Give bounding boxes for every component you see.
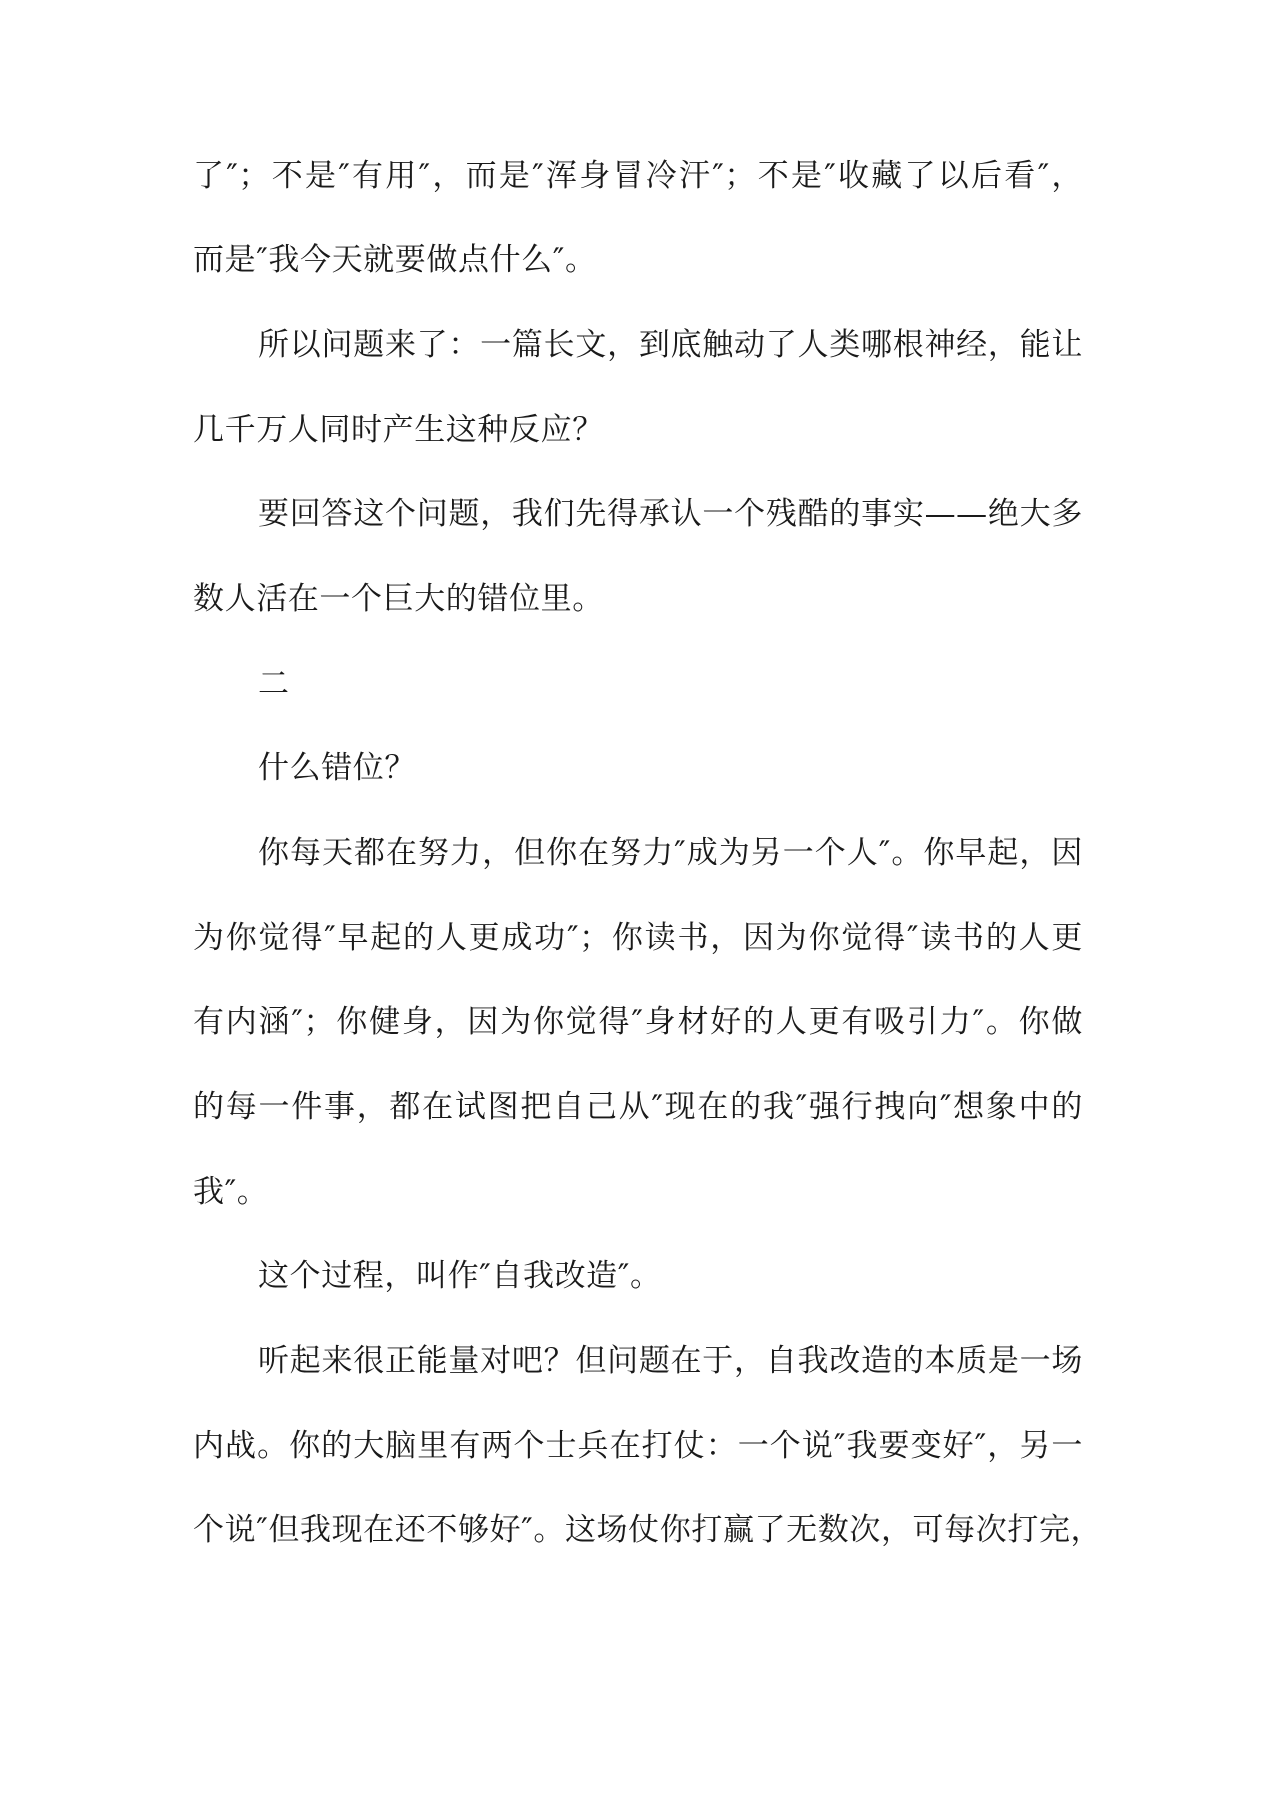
paragraph-first-line: 所以问题来了：一篇长文，到底触动了人类哪根神经，能让 [258, 327, 1083, 363]
paragraph-first-line: 什么错位？ [258, 750, 416, 786]
paragraph-first-line: 这个过程，叫作″自我改造″。 [258, 1258, 662, 1294]
text-line: 几千万人同时产生这种反应？ [193, 412, 604, 448]
text-line: 而是″我今天就要做点什么″。 [193, 242, 597, 278]
text-line: 内战。你的大脑里有两个士兵在打仗：一个说″我要变好″，另一 [193, 1428, 1083, 1464]
text-line: 个说″但我现在还不够好″。这场仗你打赢了无数次，可每次打完， [193, 1512, 1103, 1548]
text-line: 为你觉得″早起的人更成功″；你读书，因为你觉得″读书的人更 [193, 920, 1083, 956]
text-line: 的每一件事，都在试图把自己从″现在的我″强行拽向″想象中的 [193, 1089, 1083, 1125]
text-line: 我″。 [193, 1174, 269, 1210]
paragraph-first-line: 你每天都在努力，但你在努力″成为另一个人″。你早起，因 [258, 835, 1083, 871]
paragraph-first-line: 要回答这个问题，我们先得承认一个残酷的事实——绝大多 [258, 496, 1083, 532]
text-line: 有内涵″；你健身，因为你觉得″身材好的人更有吸引力″。你做 [193, 1004, 1083, 1040]
paragraph-first-line: 听起来很正能量对吧？但问题在于，自我改造的本质是一场 [258, 1343, 1083, 1379]
text-line: 了″；不是″有用″，而是″浑身冒冷汗″；不是″收藏了以后看″， [193, 158, 1083, 194]
text-line: 数人活在一个巨大的错位里。 [193, 581, 604, 617]
section-heading: 二 [258, 666, 290, 702]
